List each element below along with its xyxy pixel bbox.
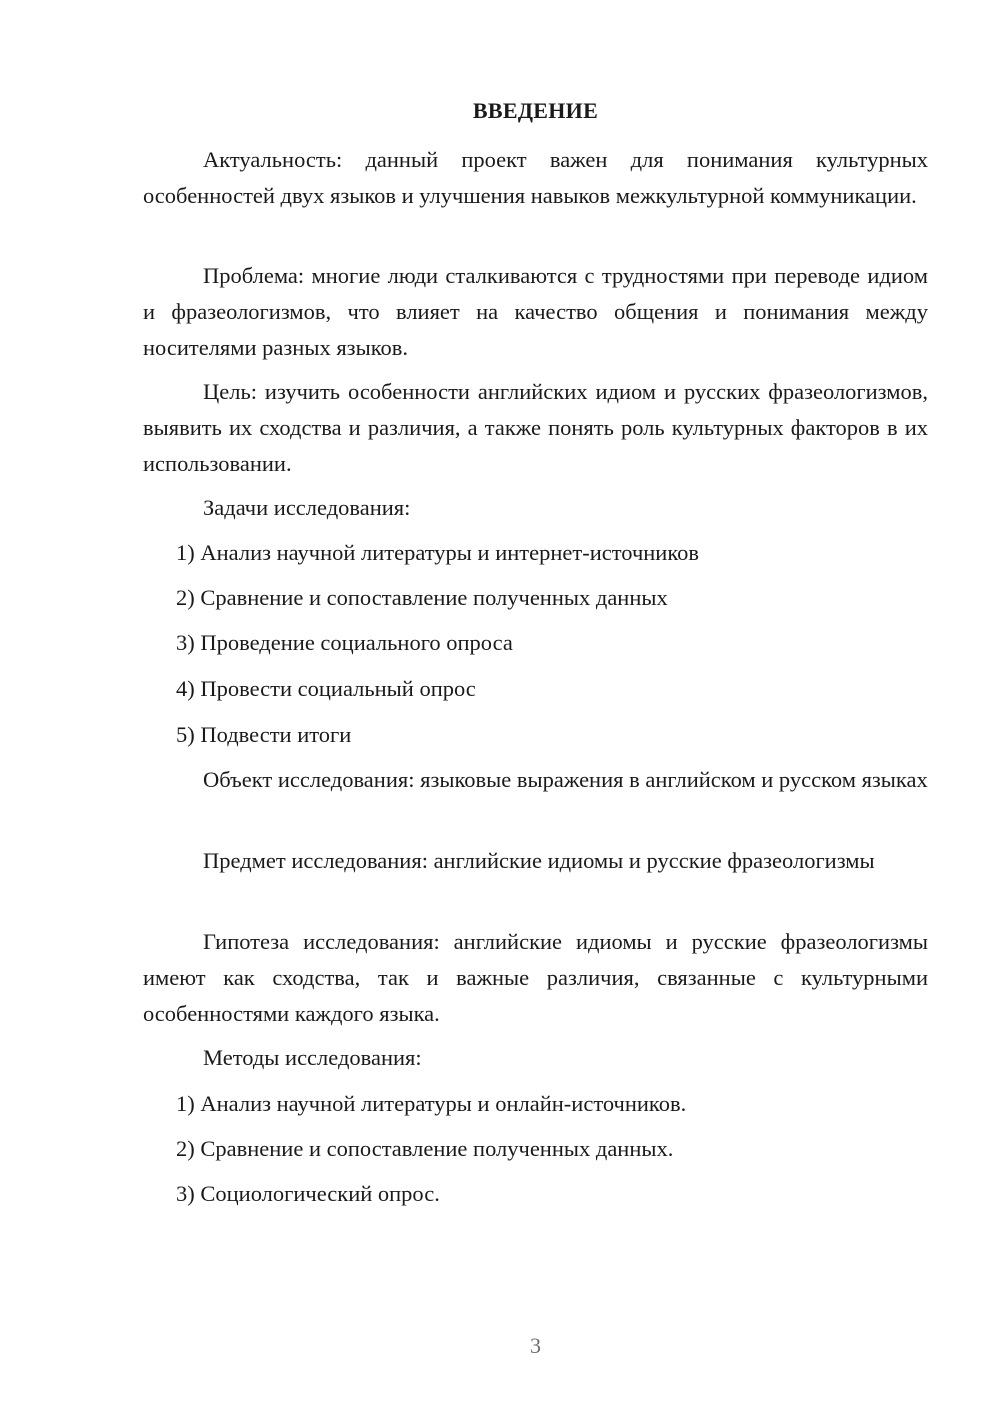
page-number: 3 <box>530 1333 541 1358</box>
task-item: 1) Анализ научной литературы и интернет-источников <box>176 540 700 565</box>
page-title: ВВЕДЕНИЕ <box>472 98 599 123</box>
goal-paragraph: Цель: изучить особенности английских идиом и русских фразеологизмов, выявить их сходства и различия, а также понять роль культурных факторов в их использовании. <box>143 379 928 476</box>
relevance-paragraph: Актуальность: данный проект важен для понимания культурных особенностей двух языков и улучшения навыков межкультурной коммуникации. <box>143 147 928 208</box>
object-paragraph: Объект исследования: языковые выражения в английском и русском языках <box>203 767 928 792</box>
task-item: 3) Проведение социального опроса <box>176 630 513 655</box>
method-item: 3) Социологический опрос. <box>176 1181 440 1206</box>
task-item: 5) Подвести итоги <box>176 722 352 747</box>
hypothesis-paragraph: Гипотеза исследования: английские идиомы и русские фразеологизмы имеют как сходства, так и важные различия, связанные с культурными особенностями каждого языка. <box>143 929 928 1026</box>
methods-heading: Методы исследования: <box>203 1045 422 1070</box>
method-item: 1) Анализ научной литературы и онлайн-источников. <box>176 1091 687 1116</box>
subject-paragraph: Предмет исследования: английские идиомы и русские фразеологизмы <box>203 848 875 873</box>
method-item: 2) Сравнение и сопоставление полученных данных. <box>176 1136 674 1161</box>
problem-paragraph: Проблема: многие люди сталкиваются с трудностями при переводе идиом и фразеологизмов, что влияет на качество общения и понимания между носителями разных языков. <box>143 263 928 360</box>
task-item: 2) Сравнение и сопоставление полученных данных <box>176 585 668 610</box>
document-page <box>143 0 928 1414</box>
tasks-heading: Задачи исследования: <box>203 495 411 520</box>
task-item: 4) Провести социальный опрос <box>176 676 476 701</box>
